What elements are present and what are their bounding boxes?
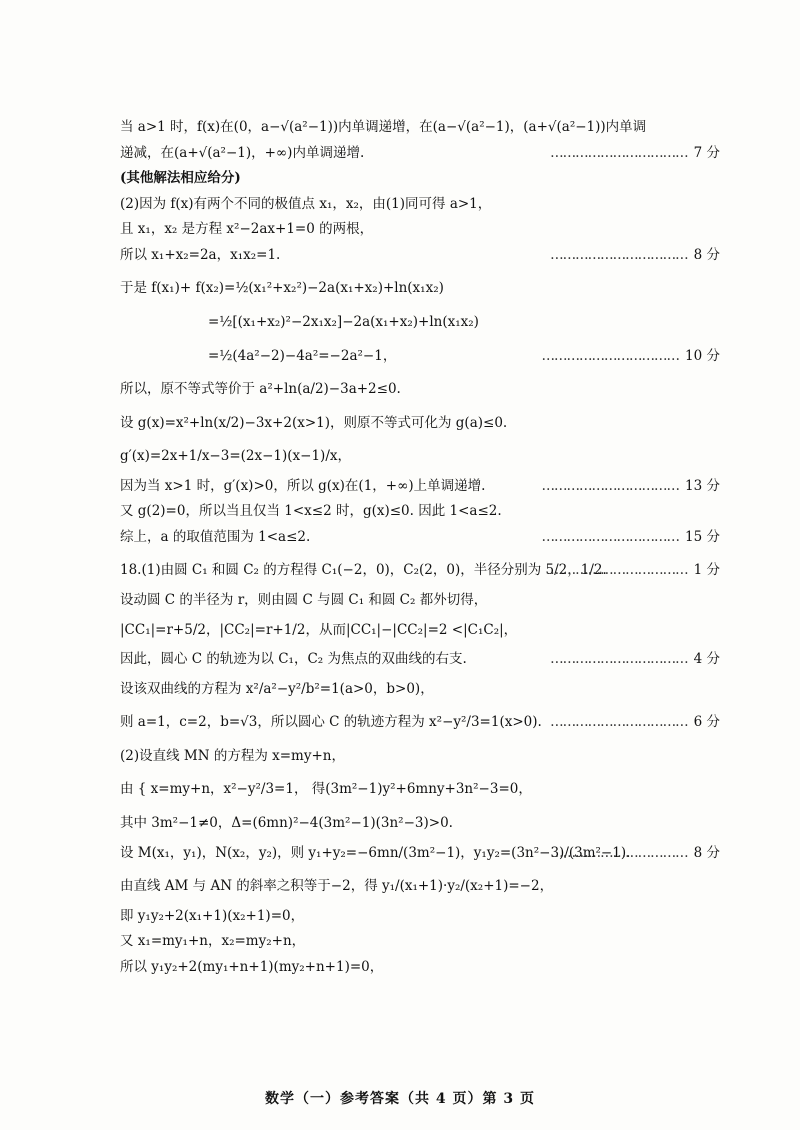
math-line: 设 M(x₁，y₁)，N(x₂，y₂)，则 y₁+y₂=−6mn/(3m²−1)，y₁y₂=(3n²−3)/(3m²−1). …………………………… 8 分 bbox=[120, 844, 720, 864]
math-line: 其中 3m²−1≠0，Δ=(6mn)²−4(3m²−1)(3n²−3)>0. bbox=[120, 814, 453, 831]
math-line: 由直线 AM 与 AN 的斜率之积等于−2，得 y₁/(x₁+1)·y₂/(x₂+1)=−2， bbox=[120, 878, 554, 895]
math-line: 又 x₁=my₁+n，x₂=my₂+n， bbox=[120, 933, 306, 950]
text-line: 且 x₁，x₂ 是方程 x²−2ax+1=0 的两根， bbox=[120, 221, 374, 238]
text-line: (2)因为 f(x)有两个不同的极值点 x₁，x₂，由(1)同可得 a>1， bbox=[120, 195, 492, 212]
math-line: 于是 f(x₁)+ f(x₂)=½(x₁²+x₂²)−2a(x₁+x₂)+ln(x₁x₂) bbox=[120, 280, 444, 297]
text-line: 综上，a 的取值范围为 1<a≤2. …………………………… 15 分 bbox=[120, 528, 720, 548]
math-line: g′(x)=2x+1/x−3=(2x−1)(x−1)/x， bbox=[120, 448, 351, 465]
text-line: 所以 x₁+x₂=2a，x₁x₂=1. …………………………… 8 分 bbox=[120, 246, 720, 266]
math-line: =½(4a²−2)−4a²=−2a²−1， …………………………… 10 分 bbox=[120, 347, 720, 367]
text-line: 设动圆 C 的半径为 r，则由圆 C 与圆 C₁ 和圆 C₂ 都外切得， bbox=[120, 592, 488, 608]
math-line: 则 a=1，c=2，b=√3，所以圆心 C 的轨迹方程为 x²−y²/3=1(x>0). …………………………… 6 分 bbox=[120, 713, 720, 733]
text-line: 递减，在(a+√(a²−1)，+∞)内单调递增. …………………………… 7 分 bbox=[120, 144, 720, 164]
math-line: 设该双曲线的方程为 x²/a²−y²/b²=1(a>0，b>0)， bbox=[120, 680, 434, 697]
text-line: 当 a>1 时，f(x)在(0，a−√(a²−1))内单调递增，在(a−√(a²−1)，(a+√(a²−1))内单调 bbox=[120, 119, 647, 135]
math-line: =½[(x₁+x₂)²−2x₁x₂]−2a(x₁+x₂)+ln(x₁x₂) bbox=[208, 313, 479, 330]
score-mark: …………………………… 15 分 bbox=[542, 528, 720, 548]
score-mark: …………………………… 7 分 bbox=[550, 144, 720, 164]
score-mark: …………………………… 8 分 bbox=[550, 844, 720, 864]
math-line: 设 g(x)=x²+ln(x/2)−3x+2(x>1)，则原不等式可化为 g(a)≤0. bbox=[120, 414, 508, 431]
math-line: 所以，原不等式等价于 a²+ln(a/2)−3a+2≤0. bbox=[120, 381, 401, 398]
text-line: 因此，圆心 C 的轨迹为以 C₁，C₂ 为焦点的双曲线的右支. …………………………… 4 分 bbox=[120, 650, 720, 670]
equation-system: 由 { x=my+n，x²−y²/3=1， 得(3m²−1)y²+6mny+3n²−3=0， bbox=[120, 781, 532, 798]
math-line: 即 y₁y₂+2(x₁+1)(x₂+1)=0， bbox=[120, 907, 305, 924]
question-18-line: 18.(1)由圆 C₁ 和圆 C₂ 的方程得 C₁(−2，0)，C₂(2，0)，半径分别为 5/2，1/2. …………………………… 1 分 bbox=[120, 561, 720, 581]
text-line: 又 g(2)=0，所以当且仅当 1<x≤2 时，g(x)≤0. 因此 1<a≤2. bbox=[120, 503, 502, 520]
text-line: 因为当 x>1 时，g′(x)>0，所以 g(x)在(1，+∞)上单调递增. …………………………… 13 分 bbox=[120, 477, 720, 497]
score-mark: …………………………… 4 分 bbox=[550, 650, 720, 670]
math-line: |CC₁|=r+5/2，|CC₂|=r+1/2，从而|CC₁|−|CC₂|=2 <|C₁C₂|， bbox=[120, 621, 518, 638]
math-line: 所以 y₁y₂+2(my₁+n+1)(my₂+n+1)=0， bbox=[120, 958, 384, 975]
text-line: (其他解法相应给分) bbox=[120, 170, 241, 187]
score-mark: …………………………… 1 分 bbox=[550, 561, 720, 581]
text-line: (2)设直线 MN 的方程为 x=my+n， bbox=[120, 747, 345, 764]
score-mark: …………………………… 8 分 bbox=[550, 246, 720, 266]
page-footer: 数学（一）参考答案（共 4 页）第 3 页 bbox=[265, 1091, 535, 1107]
score-mark: …………………………… 6 分 bbox=[550, 713, 720, 733]
score-mark: …………………………… 10 分 bbox=[542, 347, 720, 367]
score-mark: …………………………… 13 分 bbox=[542, 477, 720, 497]
